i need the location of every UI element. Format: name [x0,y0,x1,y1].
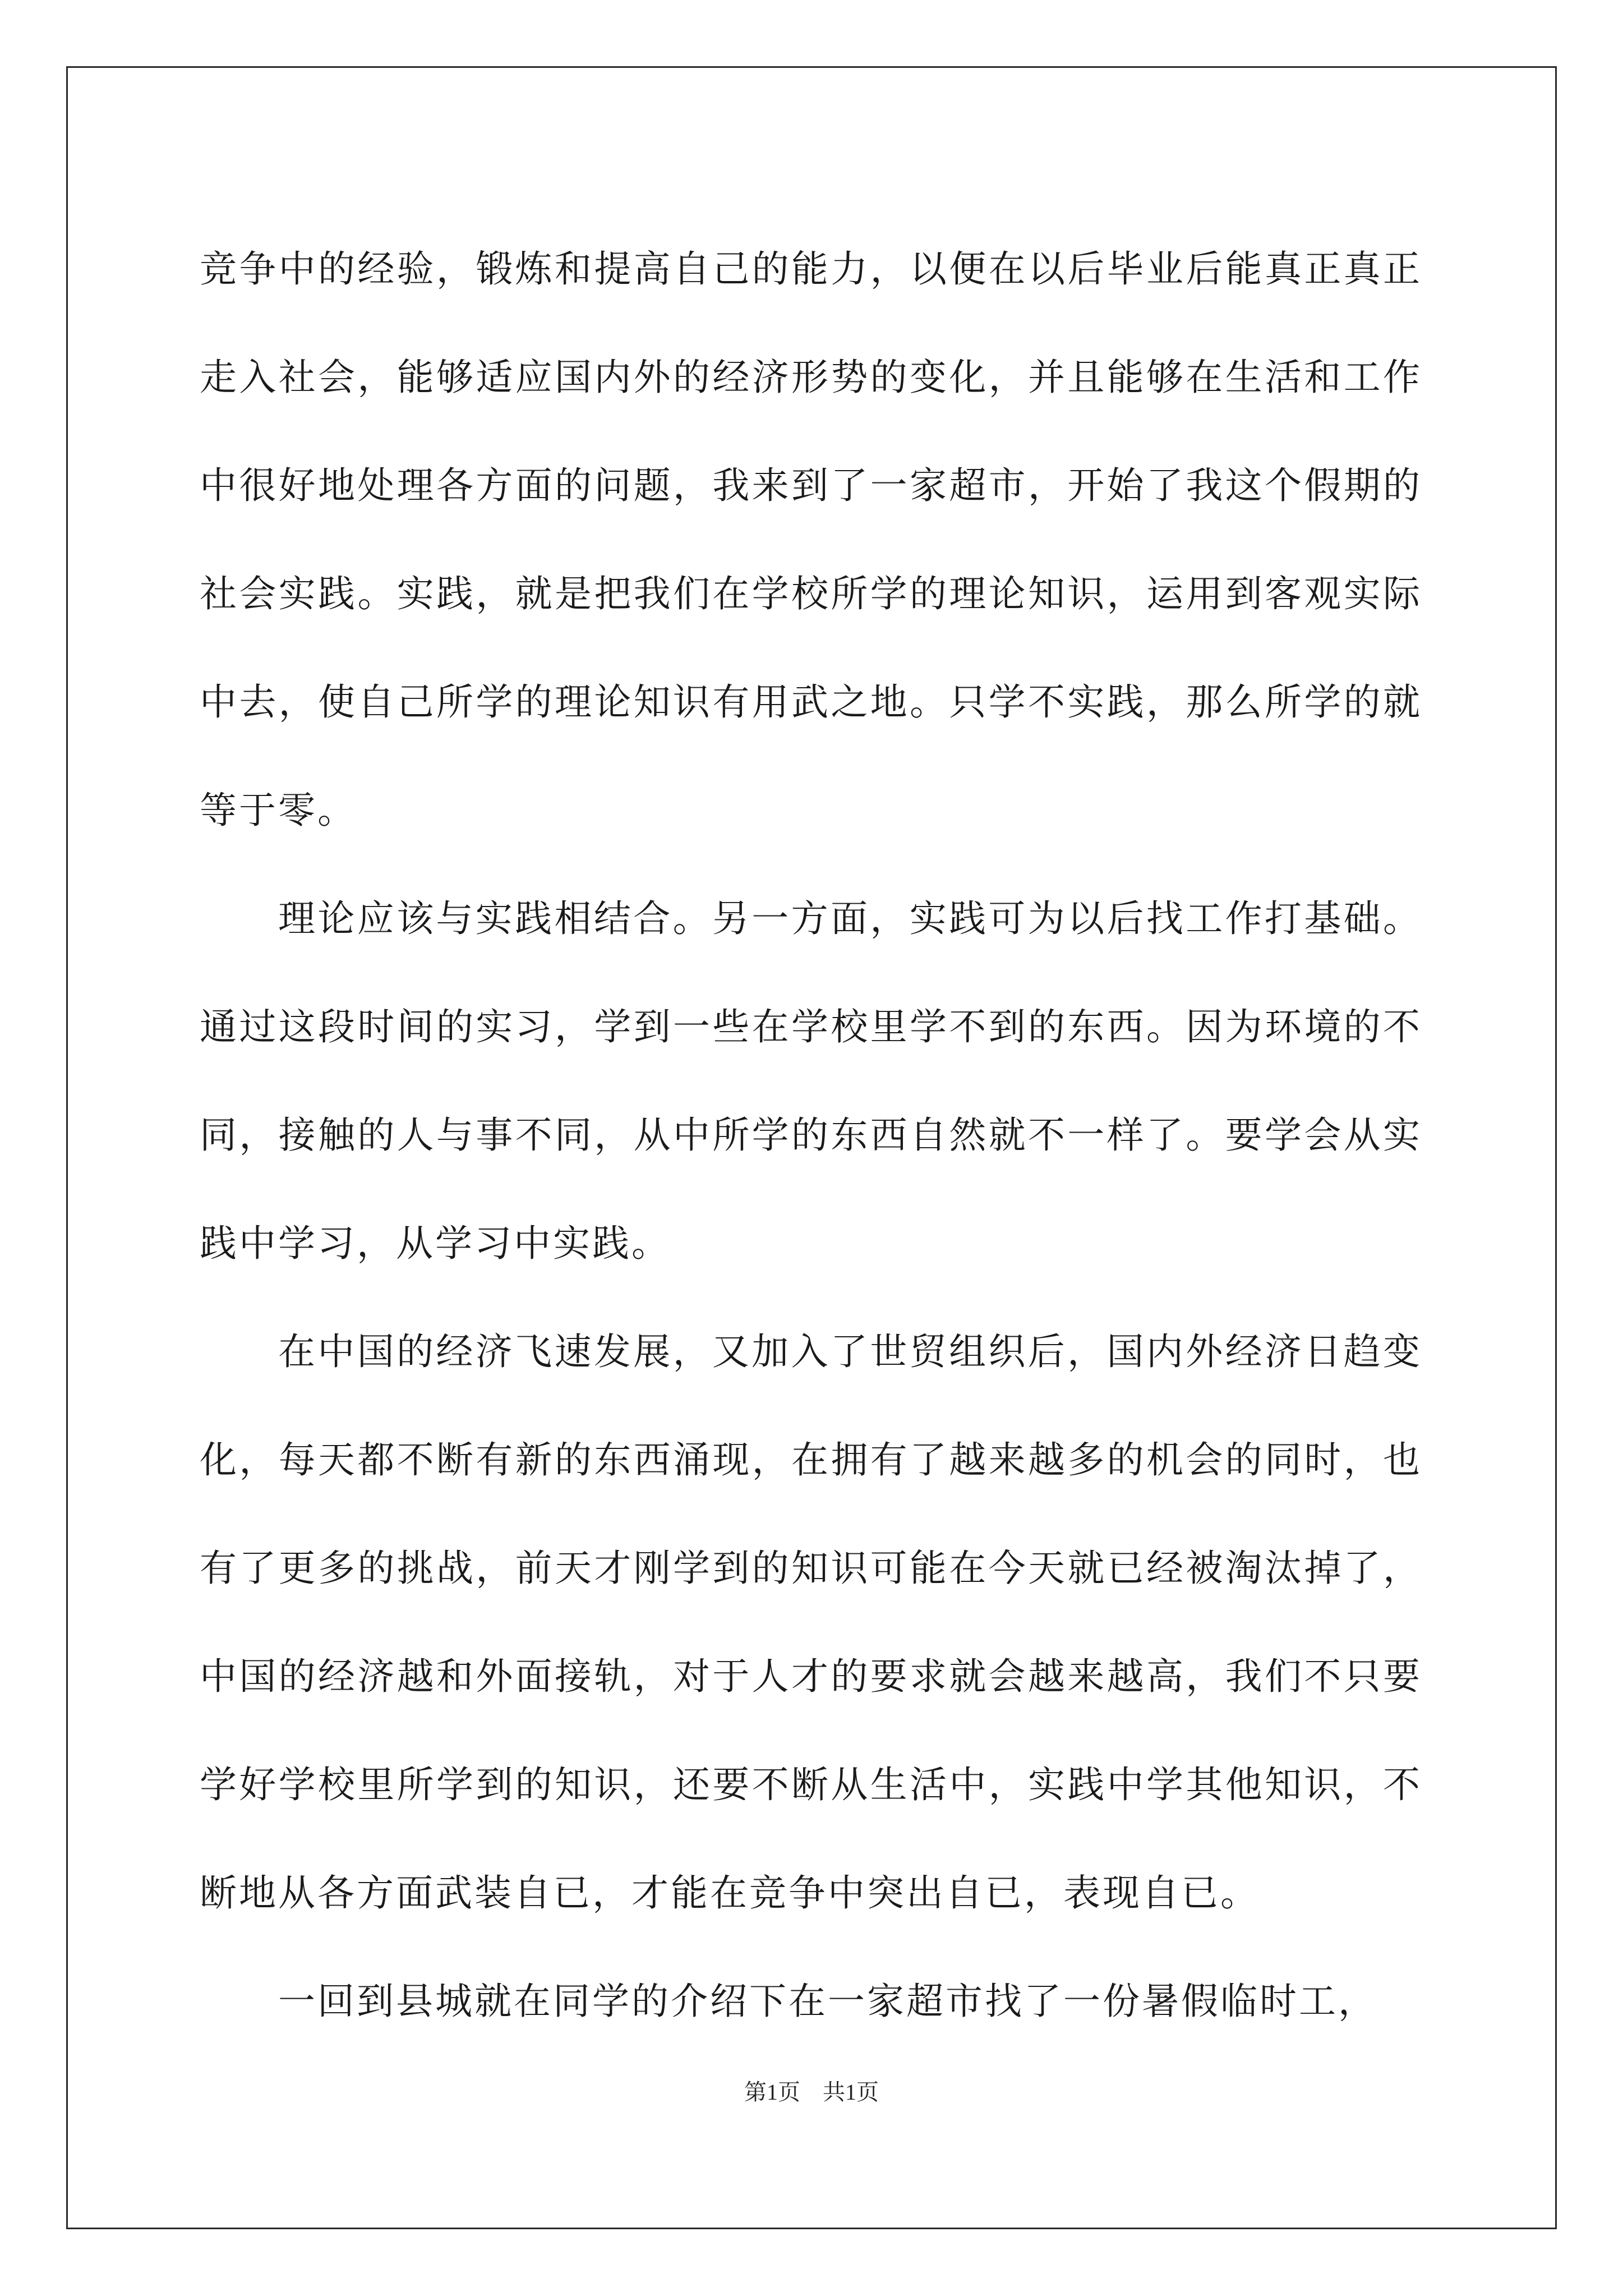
page-number: 第1页 [744,2079,800,2105]
paragraph-3: 在中国的经济飞速发展，又加入了世贸组织后，国内外经济日趋变化，每天都不断有新的东西涌现，在拥有了越来越多的机会的同时，也有了更多的挑战，前天才刚学到的知识可能在今天就已经被淘汰掉了，中国的经济越和外面接轨，对于人才的要求就会越来越高，我们不只要学好学校里所学到的知识，还要不断从生活中，实践中学其他知识，不断地从各方面武装自已，才能在竞争中突出自已，表现自已。 [200,1330,1422,1915]
document-body [200,215,1422,2055]
paragraph-1: 竞争中的经验，锻炼和提高自己的能力，以便在以后毕业后能真正真正走入社会，能够适应国内外的经济形势的变化，并且能够在生活和工作中很好地处理各方面的问题，我来到了一家超市，开始了我这个假期的社会实践。实践，就是把我们在学校所学的理论知识，运用到客观实际中去，使自己所学的理论知识有用武之地。只学不实践，那么所学的就等于零。 [200,247,1422,832]
paragraph-4: 一回到县城就在同学的介绍下在一家超市找了一份暑假临时工， [278,1980,1377,2023]
page-footer [0,2078,1623,2106]
paragraph-2: 理论应该与实践相结合。另一方面，实践可为以后找工作打基础。通过这段时间的实习，学到一些在学校里学不到的东西。因为环境的不同，接触的人与事不同，从中所学的东西自然就不一样了。要学会从实践中学习，从学习中实践。 [200,897,1422,1265]
page-total: 共1页 [823,2079,879,2105]
